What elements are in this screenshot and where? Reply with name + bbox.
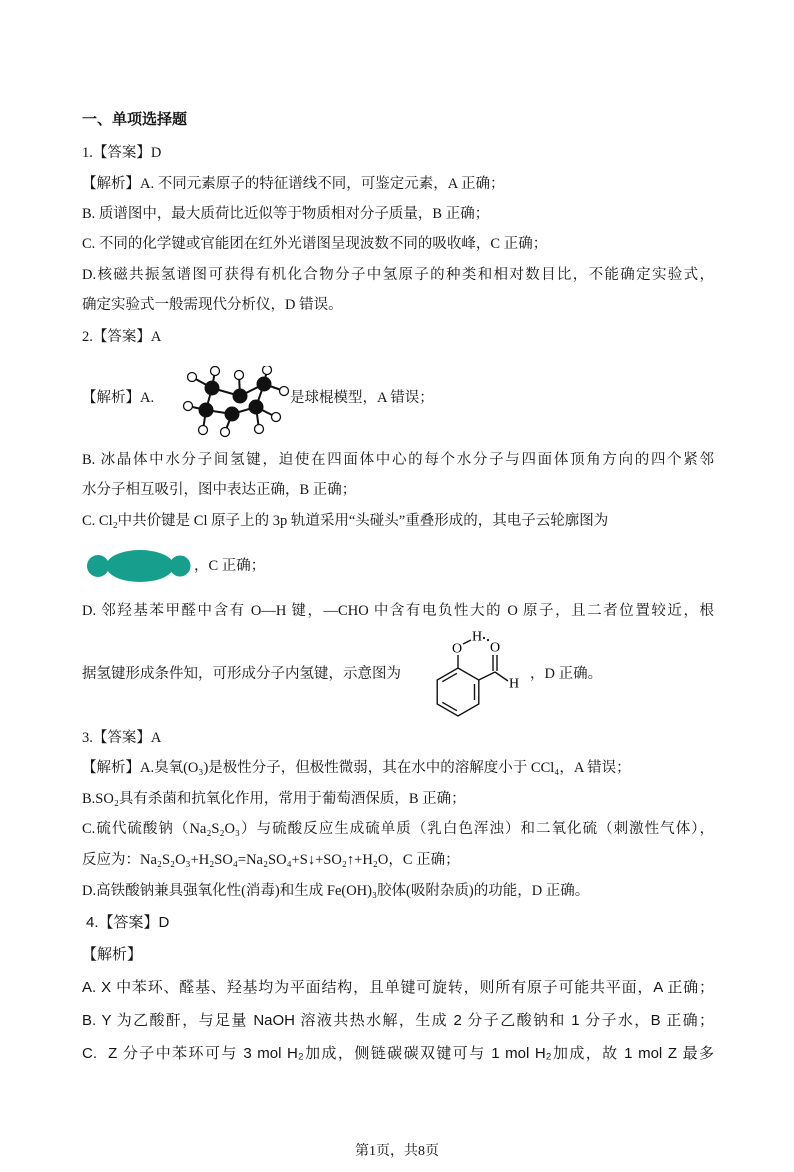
aldehyde-h-label: H <box>508 676 520 692</box>
q1-analysis-d-line2: 确定实验式一般需现代分析仪，D 错误。 <box>82 297 343 313</box>
aldehyde-o-label: O <box>489 640 501 656</box>
q3-answer: 3.【答案】A <box>82 730 162 746</box>
q2-analysis-d-line1: D. 邻羟基苯甲醛中含有 O—H 键，—CHO 中含有电负性大的 O 原子，且二者位置较近，根 <box>82 603 714 619</box>
q2-analysis-d-text: 据氢键形成条件知，可形成分子内氢键，示意图为 <box>82 666 401 682</box>
q1-analysis-d-line1: D.核磁共振氢谱图可获得有机化合物分子中氢原子的种类和相对数目比，不能确定实验式， <box>82 267 714 283</box>
q4-analysis-c: C. Z 分子中苯环可与 3 mol H₂加成，侧链碳碳双键可与 1 mol H₂加成，故 1 mol Z 最多 <box>82 1045 714 1062</box>
hydrogen-bond-dots <box>483 637 489 641</box>
section-title: 一、单项选择题 <box>82 112 188 128</box>
hydroxyl-h-label: H <box>471 629 483 645</box>
ball-and-stick-model-image <box>176 366 292 438</box>
q1-analysis-b: B. 质谱图中，最大质荷比近似等于物质相对分子质量，B 正确； <box>82 206 490 222</box>
q4-analysis-label: 【解析】 <box>82 946 143 963</box>
q2-analysis-a-prefix: 【解析】A. <box>82 390 155 406</box>
q3-analysis-a: 【解析】A.臭氧(O₃)是极性分子，但极性微弱，其在水中的溶解度小于 CCl₄，A 错误； <box>82 760 631 776</box>
substituent-bonds <box>458 640 508 681</box>
electron-cloud-left-lobe <box>87 555 109 577</box>
electron-cloud-overlap <box>106 550 174 582</box>
q3-analysis-c-line1: C.硫代硫酸钠（Na₂S₂O₃）与硫酸反应生成硫单质（乳白色浑浊）和二氧化硫（刺激性气体）， <box>82 821 714 837</box>
q2-analysis-c-line1: C. Cl₂中共价键是 Cl 原子上的 3p 轨道采用“头碰头”重叠形成的，其电子云轮廓图为 <box>82 513 609 529</box>
q3-analysis-c-line2: 反应为：Na₂S₂O₃+H₂SO₄=Na₂SO₄+S↓+SO₂↑+H₂O，C 正确； <box>82 852 460 868</box>
page-footer: 第1页，共8页 <box>355 1144 439 1159</box>
q4-analysis-a: A. X 中苯环、醛基、羟基均为平面结构，且单键可旋转，则所有原子可能共平面，A 正确； <box>82 979 714 996</box>
q1-answer: 1.【答案】D <box>82 145 162 161</box>
electron-cloud-image <box>86 549 192 583</box>
q4-answer: 4.【答案】D <box>86 914 170 931</box>
q2-analysis-d-suffix: ，D 正确。 <box>530 666 603 682</box>
hydroxyl-o-label: O <box>451 641 463 657</box>
q3-analysis-b: B.SO₂具有杀菌和抗氧化作用，常用于葡萄酒保质，B 正确； <box>82 791 466 807</box>
q2-analysis-c-suffix: ，C 正确； <box>194 558 266 574</box>
benzene-ring <box>437 668 479 716</box>
q2-analysis-b-line2: 水分子相互吸引，图中表达正确，B 正确； <box>82 482 357 498</box>
q2-analysis-b-line1: B. 冰晶体中水分子间氢键，迫使在四面体中心的每个水分子与四面体顶角方向的四个紧邻 <box>82 452 714 468</box>
q4-analysis-b: B. Y 为乙酸酐，与足量 NaOH 溶液共热水解，生成 2 分子乙酸钠和 1 分子水，B 正确； <box>82 1012 714 1029</box>
q1-analysis-a: 【解析】A. 不同元素原子的特征谱线不同，可鉴定元素，A 正确； <box>82 176 505 192</box>
q1-analysis-c: C. 不同的化学键或官能团在红外光谱图呈现波数不同的吸收峰，C 正确； <box>82 236 548 252</box>
q2-answer: 2.【答案】A <box>82 329 162 345</box>
q3-analysis-d: D.高铁酸钠兼具强氧化性(消毒)和生成 Fe(OH)₃胶体(吸附杂质)的功能，D 正确。 <box>82 883 590 899</box>
electron-cloud-right-lobe <box>170 556 191 577</box>
intramolecular-hydrogen-bond-structure-image <box>432 626 532 721</box>
q2-analysis-a-suffix: 是球棍模型，A 错误； <box>290 390 434 406</box>
